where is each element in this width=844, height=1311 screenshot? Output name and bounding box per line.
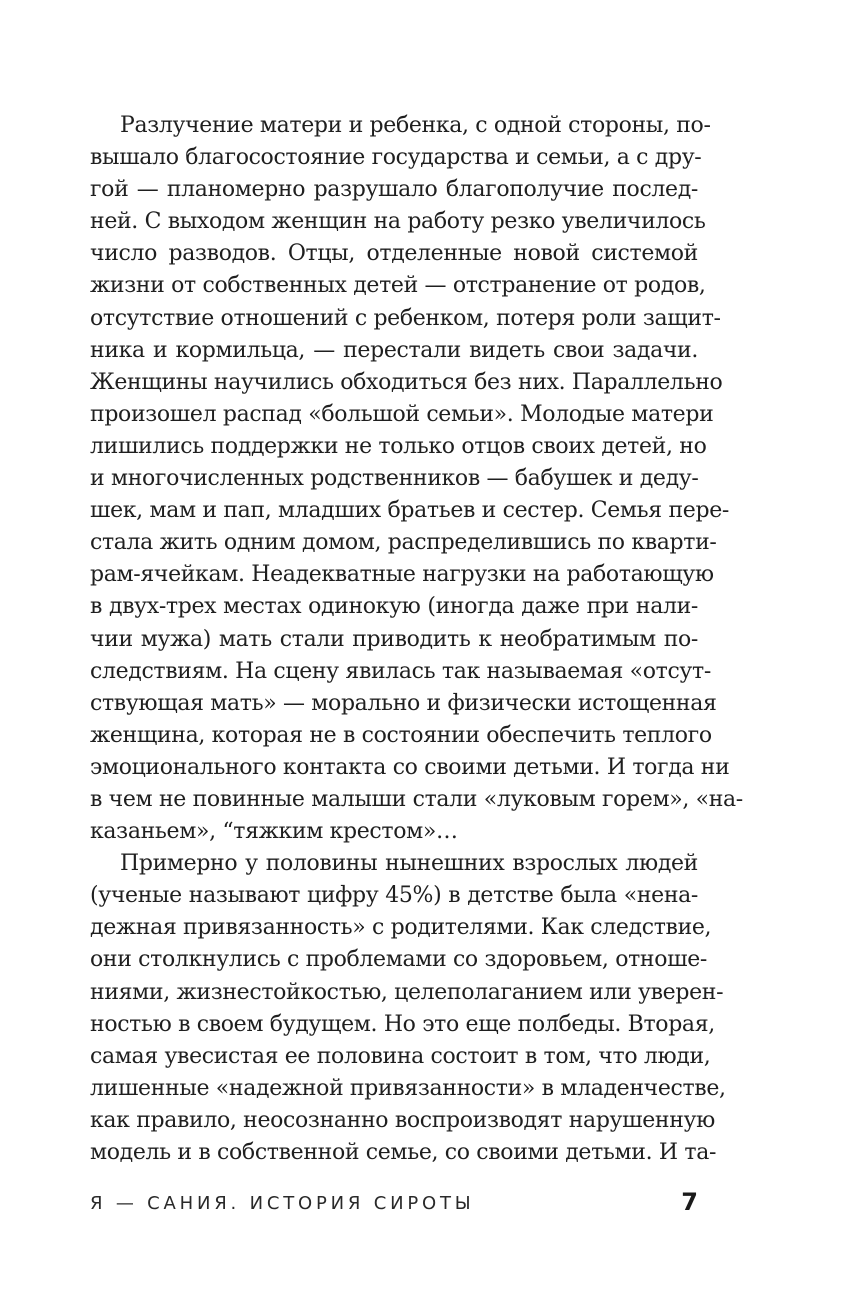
text-line: отсутствие отношений с ребенком, потеря роли защит- xyxy=(90,305,721,331)
running-footer-title: Я — САНИЯ. ИСТОРИЯ СИРОТЫ xyxy=(90,1193,475,1214)
text-line: в двух-трех местах одинокую (иногда даже при нали- xyxy=(90,594,698,620)
text-line: произошел распад «большой семьи». Молодые матери xyxy=(90,401,714,427)
body-text xyxy=(90,110,743,1169)
text-line: стала жить одним домом, распределившись по кварти- xyxy=(90,530,717,556)
text-line: в чем не повинные малыши стали «луковым горем», «на- xyxy=(90,786,743,812)
text-line: ниями, жизнестойкостью, целеполаганием или уверен- xyxy=(90,979,724,1005)
text-line: и многочисленных родственников — бабушек и деду- xyxy=(90,466,699,492)
text-line: Женщины научились обходиться без них. Параллельно xyxy=(90,369,723,395)
text-line: они столкнулись с проблемами со здоровьем, отноше- xyxy=(90,947,707,973)
text-line: модель и в собственной семье, со своими детьми. И та- xyxy=(90,1140,717,1165)
text-line: женщина, которая не в состоянии обеспечить теплого xyxy=(90,722,712,748)
text-line: эмоционального контакта со своими детьми. И тогда ни xyxy=(90,754,730,780)
text-line: лишились поддержки не только отцов своих детей, но xyxy=(90,433,707,459)
text-line: число разводов. Отцы, отделенные новой системой xyxy=(90,241,698,267)
text-line: гой — планомерно разрушало благополучие послед- xyxy=(90,177,698,203)
text-line: лишенные «надежной привязанности» в младенчестве, xyxy=(90,1075,726,1101)
text-line: шек, мам и пап, младших братьев и сестер. Семья пере- xyxy=(90,498,729,524)
text-line: казаньем», “тяжким крестом»… xyxy=(90,819,458,845)
text-line: следствиям. На сцену явилась так называемая «отсут- xyxy=(90,658,711,684)
text-line: как правило, неосознанно воспроизводят нарушенную xyxy=(90,1107,715,1133)
page-number: 7 xyxy=(681,1188,698,1216)
text-line: (ученые называют цифру 45%) в детстве была «нена- xyxy=(90,883,698,909)
text-line: ника и кормильца, — перестали видеть свои задачи. xyxy=(90,337,698,363)
text-line: дежная привязанность» с родителями. Как следствие, xyxy=(90,915,712,941)
text-line: ней. С выходом женщин на работу резко увеличилось xyxy=(90,209,706,235)
text-line: Разлучение матери и ребенка, с одной стороны, по- xyxy=(120,113,711,138)
text-line: самая увесистая ее половина состоит в том, что люди, xyxy=(90,1043,711,1069)
text-line: рам-ячейкам. Неадекватные нагрузки на работающую xyxy=(90,562,714,588)
text-line: жизни от собственных детей — отстранение от родов, xyxy=(90,273,706,299)
text-line: ствующая мать» — морально и физически истощенная xyxy=(90,690,717,716)
text-line: вышало благосостояние государства и семьи, а с дру- xyxy=(90,145,702,171)
text-line: ностью в своем будущем. Но это еще полбеды. Вторая, xyxy=(90,1011,715,1037)
text-line: Примерно у половины нынешних взрослых людей xyxy=(120,851,698,877)
text-line: чии мужа) мать стали приводить к необратимым по- xyxy=(90,626,698,652)
